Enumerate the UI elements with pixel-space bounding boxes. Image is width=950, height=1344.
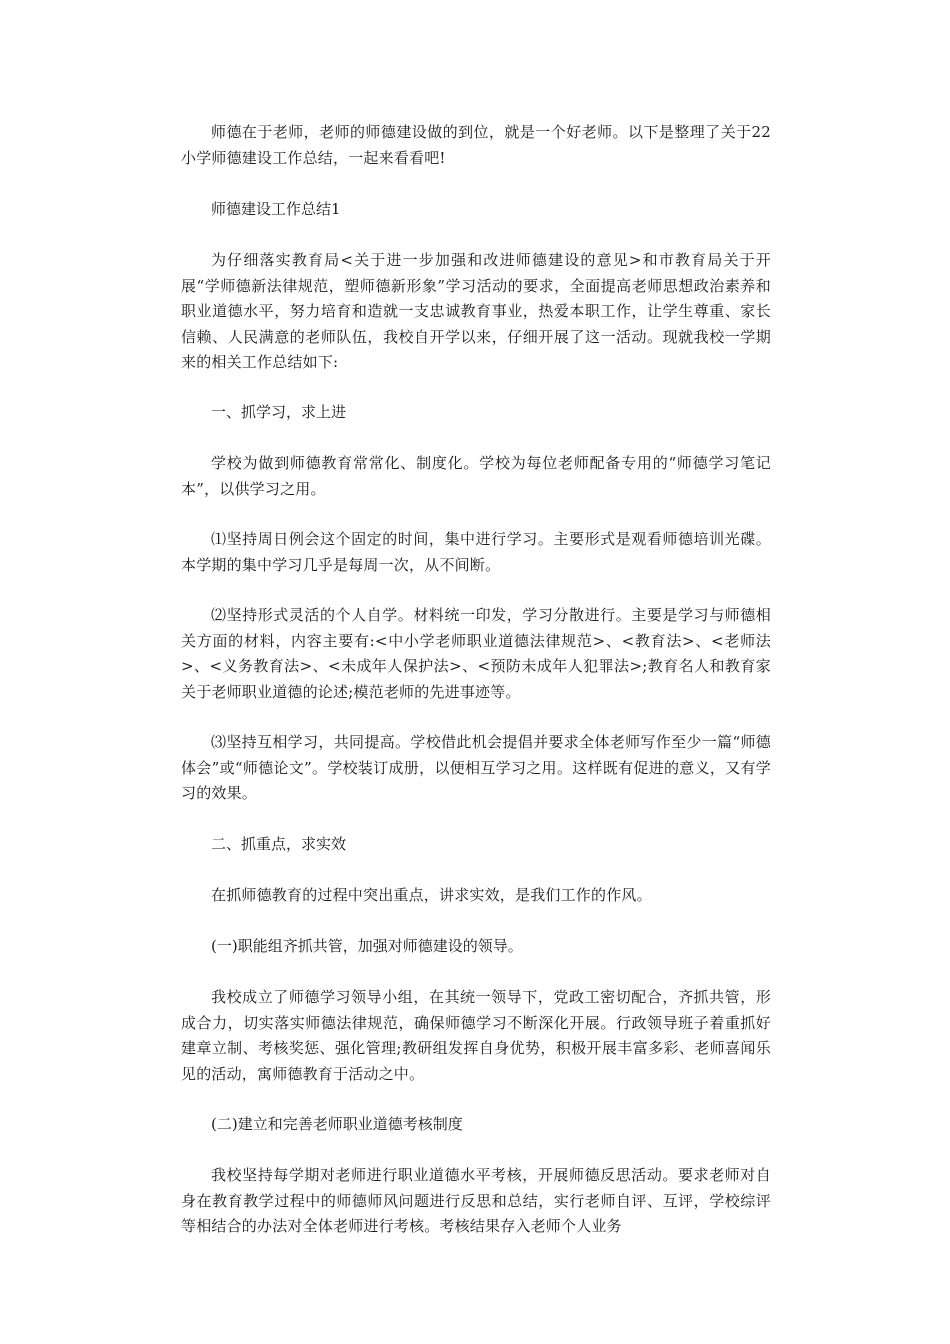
intro-paragraph: 师德在于老师，老师的师德建设做的到位，就是一个好老师。以下是整理了关于22小学师德建设工作总结，一起来看看吧! [181, 123, 771, 167]
paragraph-2: 学校为做到师德教育常常化、制度化。学校为每位老师配备专用的“师德学习笔记本”，以供学习之用。 [181, 454, 771, 498]
paragraph-7: 我校成立了师德学习领导小组，在其统一领导下，党政工密切配合，齐抓共管，形成合力，切实落实师德法律规范，确保师德学习不断深化开展。行政领导班子着重抓好建章立制、考核奖惩、强化管理;教研组发挥自身优势，积极开展丰富多彩、老师喜闻乐见的活动，寓师德教育于活动之中。 [181, 988, 771, 1083]
heading-leadership: (一)职能组齐抓共管，加强对师德建设的领导。 [211, 937, 523, 955]
heading-assessment: (二)建立和完善老师职业道德考核制度 [211, 1115, 463, 1133]
paragraph-6: 在抓师德教育的过程中突出重点，讲求实效，是我们工作的作风。 [211, 886, 652, 904]
section-title-1: 师德建设工作总结1 [211, 200, 341, 218]
paragraph-5: ⑶坚持互相学习，共同提高。学校借此机会提倡并要求全体老师写作至少一篇“师德体会”或“师德论文”。学校装订成册，以便相互学习之用。这样既有促进的意义，又有学习的效果。 [181, 733, 771, 802]
paragraph-1: 为仔细落实教育局<关于进一步加强和改进师德建设的意见>和市教育局关于开展“学师德新法律规范，塑师德新形象”学习活动的要求，全面提高老师思想政治素养和职业道德水平，努力培育和造就一支忠诚教育事业，热爱本职工作，让学生尊重、家长信赖、人民满意的老师队伍，我校自开学以来，仔细开展了这一活动。现就我校一学期来的相关工作总结如下: [181, 251, 771, 371]
heading-focus: 二、抓重点，求实效 [211, 835, 347, 853]
paragraph-8: 我校坚持每学期对老师进行职业道德水平考核，开展师德反思活动。要求老师对自身在教育教学过程中的师德师风问题进行反思和总结，实行老师自评、互评，学校综评等相结合的办法对全体老师进行考核。考核结果存入老师个人业务 [181, 1166, 771, 1235]
paragraph-3: ⑴坚持周日例会这个固定的时间，集中进行学习。主要形式是观看师德培训光碟。本学期的集中学习几乎是每周一次，从不间断。 [181, 530, 771, 574]
paragraph-4: ⑵坚持形式灵活的个人自学。材料统一印发，学习分散进行。主要是学习与师德相关方面的材料，内容主要有:<中小学老师职业道德法律规范>、<教育法>、<老师法>、<义务教育法>、<未成年人保护法>、<预防未成年人犯罪法>;教育名人和教育家关于老师职业道德的论述;模范老师的先进事迹等。 [181, 606, 771, 701]
heading-study: 一、抓学习，求上进 [211, 403, 347, 421]
